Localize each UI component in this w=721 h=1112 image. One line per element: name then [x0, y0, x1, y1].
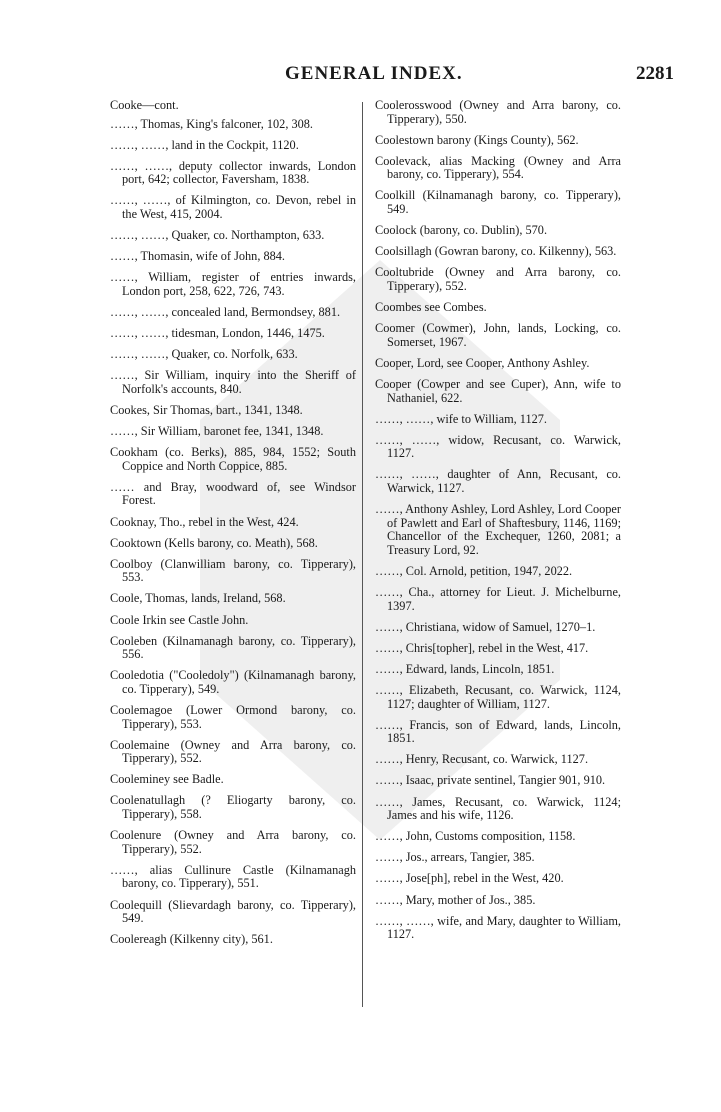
- index-entry: ……, Francis, son of Edward, lands, Lincoln, 1851.: [375, 717, 621, 746]
- page-header: [0, 63, 721, 93]
- index-entry: Cooleben (Kilnamanagh barony, co. Tipperary), 556.: [110, 633, 356, 662]
- index-entry: Coolestown barony (Kings County), 562.: [375, 132, 579, 147]
- index-entry: …… and Bray, woodward of, see Windsor Forest.: [110, 479, 356, 508]
- index-entry: ……, Henry, Recusant, co. Warwick, 1127.: [375, 752, 589, 767]
- index-entry: ……, ……, Quaker, co. Norfolk, 633.: [110, 347, 298, 362]
- index-entry: ……, Col. Arnold, petition, 1947, 2022.: [375, 563, 573, 578]
- page-title: GENERAL INDEX.: [285, 63, 463, 84]
- index-entry: Coolock (barony, co. Dublin), 570.: [375, 223, 548, 238]
- index-entry: Cooleminey see Badle.: [110, 772, 224, 787]
- index-entry: ……, ……, wife, and Mary, daughter to William, 1127.: [375, 913, 621, 942]
- index-entry: Coolsillagh (Gowran barony, co. Kilkenny), 563.: [375, 244, 617, 259]
- index-entry: Coolequill (Slievardagh barony, co. Tipperary), 549.: [110, 897, 356, 926]
- index-entry: ……, James, Recusant, co. Warwick, 1124; James and his wife, 1126.: [375, 794, 621, 823]
- index-entry: ……, ……, Quaker, co. Northampton, 633.: [110, 228, 325, 243]
- index-entry: ……, Thomas, King's falconer, 102, 308.: [110, 116, 314, 131]
- index-entry: Coolenure (Owney and Arra barony, co. Tipperary), 552.: [110, 828, 356, 856]
- index-entry: ……, Christiana, widow of Samuel, 1270–1.: [375, 619, 596, 634]
- index-entry: ……, ……, deputy collector inwards, London port, 642; collector, Faversham, 1838.: [110, 158, 356, 187]
- index-entry: Coomer (Cowmer), John, lands, Locking, co. Somerset, 1967.: [375, 321, 621, 349]
- index-entry: ……, alias Cullinure Castle (Kilnamanagh barony, co. Tipperary), 551.: [110, 862, 356, 891]
- index-entry: Coolemagoe (Lower Ormond barony, co. Tipperary), 553.: [110, 703, 356, 731]
- index-entry: Cooledotia ("Cooledoly") (Kilnamanagh barony, co. Tipperary), 549.: [110, 668, 356, 696]
- index-entry: Coolereagh (Kilkenny city), 561.: [110, 932, 273, 947]
- index-entry: Coolerosswood (Owney and Arra barony, co. Tipperary), 550.: [375, 98, 621, 126]
- index-entry: ……, Chris[topher], rebel in the West, 417.: [375, 640, 589, 655]
- index-entry: ……, Isaac, private sentinel, Tangier 901, 910.: [375, 773, 606, 788]
- column-divider: [362, 102, 363, 1007]
- index-entry: ……, Mary, mother of Jos., 385.: [375, 892, 536, 907]
- index-entry: ……, Sir William, baronet fee, 1341, 1348.: [110, 424, 324, 439]
- page-number: 2281: [636, 63, 674, 84]
- left-column: [110, 99, 356, 954]
- index-entry: Coolboy (Clanwilliam barony, co. Tipperary), 553.: [110, 556, 356, 585]
- index-entry: ……, ……, widow, Recusant, co. Warwick, 1127.: [375, 432, 621, 461]
- index-entry: ……, ……, concealed land, Bermondsey, 881.: [110, 305, 341, 320]
- index-entry: Coolenatullagh (? Eliogarty barony, co. Tipperary), 558.: [110, 793, 356, 822]
- index-entry: Cookes, Sir Thomas, bart., 1341, 1348.: [110, 403, 303, 417]
- index-entry: Coombes see Combes.: [375, 300, 487, 315]
- index-entry: ……, Jos., arrears, Tangier, 385.: [375, 850, 535, 865]
- right-column: [375, 99, 621, 949]
- index-entry: ……, John, Customs composition, 1158.: [375, 829, 576, 844]
- index-entry: ……, Thomasin, wife of John, 884.: [110, 249, 285, 264]
- index-entry: Cooke—cont.: [110, 98, 179, 112]
- index-entry: ……, ……, daughter of Ann, Recusant, co. Warwick, 1127.: [375, 467, 621, 495]
- index-entry: Cooltubride (Owney and Arra barony, co. Tipperary), 552.: [375, 265, 621, 293]
- index-entry: Cooper (Cowper and see Cuper), Ann, wife to Nathaniel, 622.: [375, 376, 621, 405]
- index-entry: ……, Anthony Ashley, Lord Ashley, Lord Cooper of Pawlett and Earl of Shaftesbury, 1146, 1169; Chancellor of the Exchequer, 1260, 2081; a Treasury Lord, 92.: [375, 502, 621, 557]
- index-entry: ……, ……, land in the Cockpit, 1120.: [110, 137, 299, 152]
- index-entry: Coole, Thomas, lands, Ireland, 568.: [110, 591, 286, 606]
- index-entry: Cooktown (Kells barony, co. Meath), 568.: [110, 535, 318, 550]
- index-entry: ……, ……, of Kilmington, co. Devon, rebel in the West, 415, 2004.: [110, 193, 356, 222]
- index-entry: Cookham (co. Berks), 885, 984, 1552; South Coppice and North Coppice, 885.: [110, 445, 356, 473]
- index-entry: ……, Elizabeth, Recusant, co. Warwick, 1124, 1127; daughter of William, 1127.: [375, 683, 621, 711]
- index-entry: Coole Irkin see Castle John.: [110, 612, 249, 627]
- index-entry: ……, Sir William, inquiry into the Sheriff of Norfolk's accounts, 840.: [110, 368, 356, 396]
- index-entry: ……, ……, wife to William, 1127.: [375, 411, 547, 426]
- index-entry: Cooper, Lord, see Cooper, Anthony Ashley.: [375, 355, 590, 370]
- index-entry: Cooknay, Tho., rebel in the West, 424.: [110, 514, 299, 529]
- index-entry: ……, ……, tidesman, London, 1446, 1475.: [110, 326, 325, 341]
- index-entry: ……, Jose[ph], rebel in the West, 420.: [375, 871, 564, 886]
- index-entry: Coolevack, alias Macking (Owney and Arra barony, co. Tipperary), 554.: [375, 153, 621, 182]
- index-entry: ……, Edward, lands, Lincoln, 1851.: [375, 661, 555, 676]
- index-entry: Coolemaine (Owney and Arra barony, co. Tipperary), 552.: [110, 737, 356, 766]
- index-entry: ……, Cha., attorney for Lieut. J. Michelburne, 1397.: [375, 585, 621, 613]
- index-entry: Coolkill (Kilnamanagh barony, co. Tipperary), 549.: [375, 188, 621, 217]
- index-entry: ……, William, register of entries inwards, London port, 258, 622, 726, 743.: [110, 270, 356, 298]
